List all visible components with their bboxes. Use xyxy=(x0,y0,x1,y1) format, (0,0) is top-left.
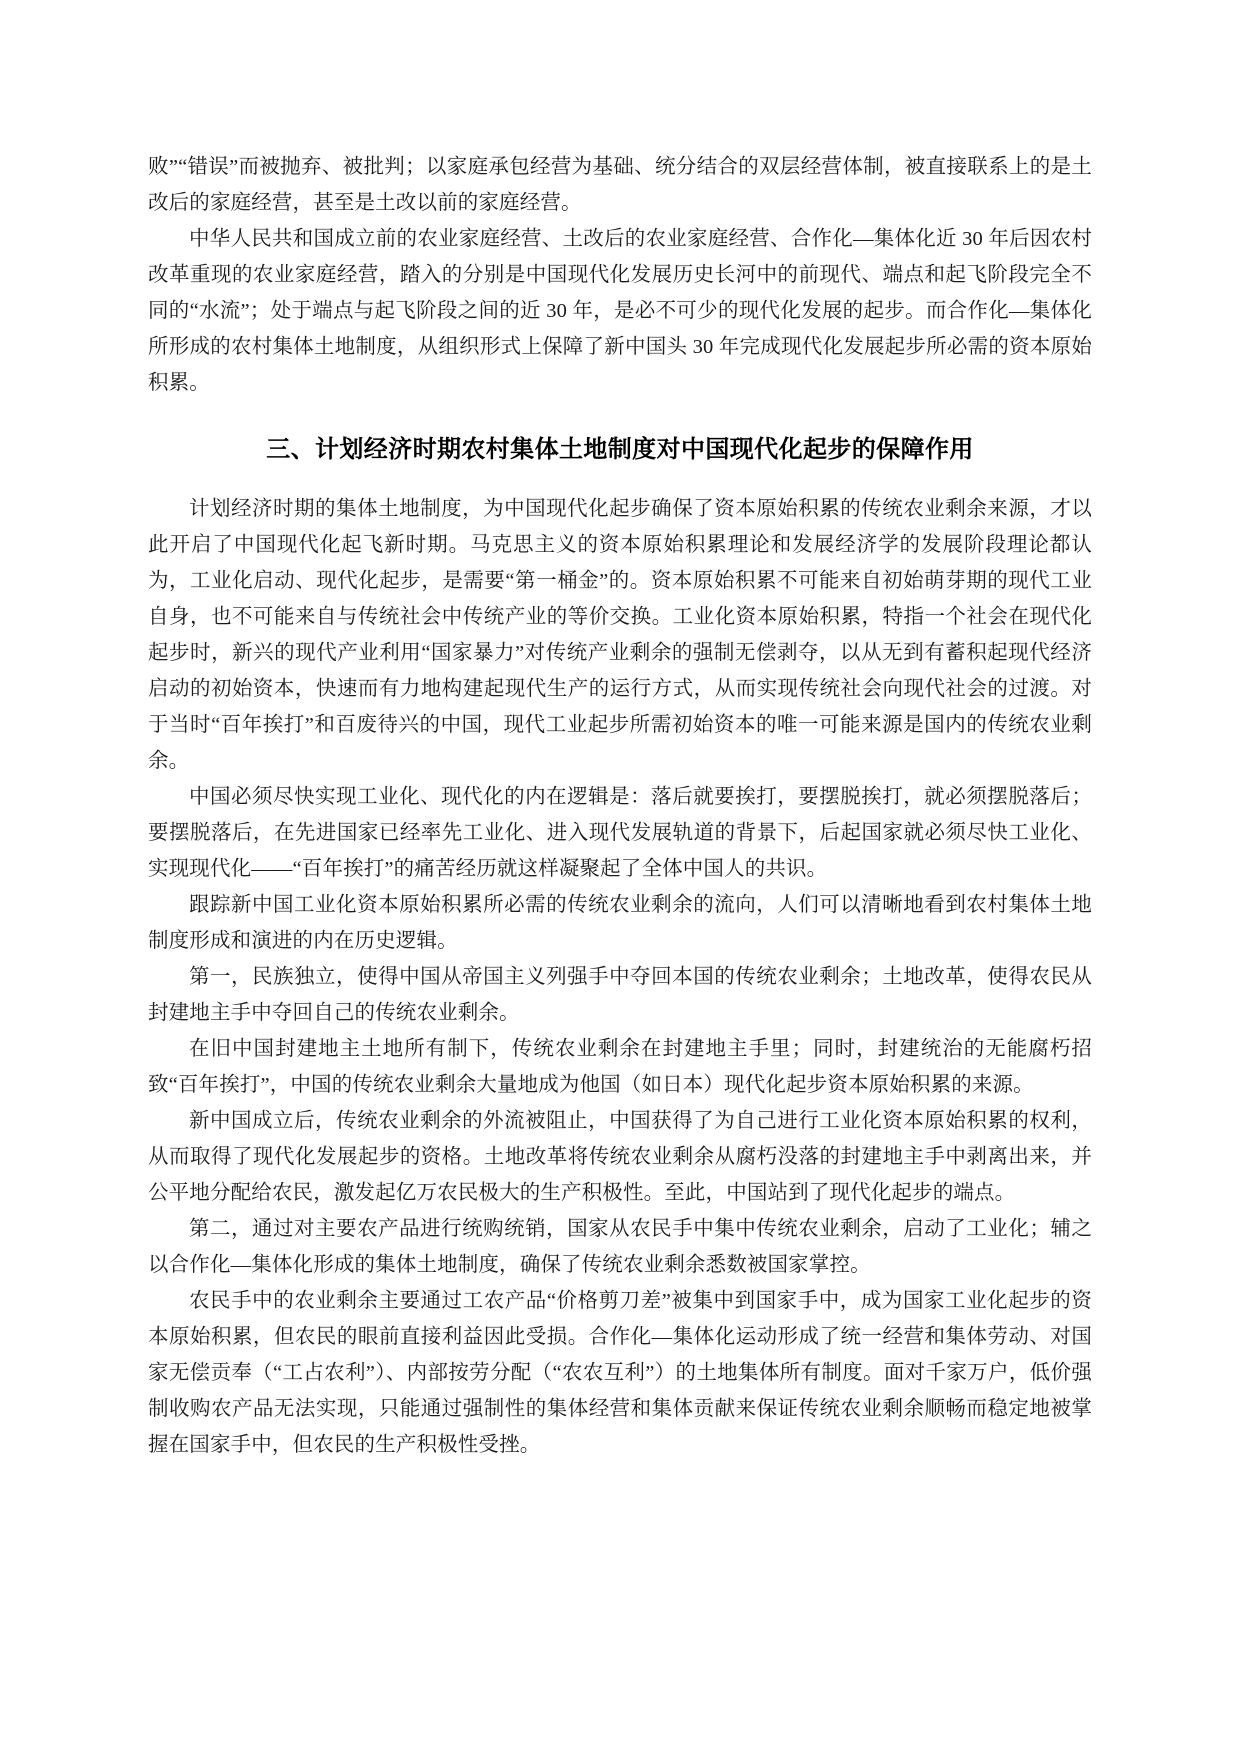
paragraph-industrialization-logic: 中国必须尽快实现工业化、现代化的内在逻辑是：落后就要挨打，要摆脱挨打，就必须摆脱落后；要摆脱落后，在先进国家已经率先工业化、进入现代发展轨道的背景下，后起国家就必须尽快工业化、实现现代化——“百年挨打”的痛苦经历就这样凝聚起了全体中国人的共识。 xyxy=(148,786,1092,880)
paragraph-tracking-agricultural-surplus: 跟踪新中国工业化资本原始积累所必需的传统农业剩余的流向，人们可以清晰地看到农村集体土地制度形成和演进的内在历史逻辑。 xyxy=(148,894,1092,952)
paragraph-continued: 败”“错误”而被抛弃、被批判；以家庭承包经营为基础、统分结合的双层经营体制，被直接联系上的是土改后的家庭经营，甚至是土改以前的家庭经营。 xyxy=(148,156,1092,214)
page-text-column xyxy=(148,149,1092,1463)
heading-spacer-bottom xyxy=(148,468,1092,491)
paragraph-point-two-unified-purchase: 第二，通过对主要农产品进行统购统销，国家从农民手中集中传统农业剩余，启动了工业化；辅之以合作化—集体化形成的集体土地制度，确保了传统农业剩余悉数被国家掌控。 xyxy=(148,1218,1092,1276)
paragraph-point-one-national-independence: 第一，民族独立，使得中国从帝国主义列强手中夺回本国的传统农业剩余；土地改革，使得农民从封建地主手中夺回自己的传统农业剩余。 xyxy=(148,966,1092,1024)
paragraph-new-china-founding: 新中国成立后，传统农业剩余的外流被阻止，中国获得了为自己进行工业化资本原始积累的权利，从而取得了现代化发展起步的资格。土地改革将传统农业剩余从腐朽没落的封建地主手中剥离出来，并公平地分配给农民，激发起亿万农民极大的生产积极性。至此，中国站到了现代化起步的端点。 xyxy=(148,1110,1092,1204)
paragraph-old-china-landlord-system: 在旧中国封建地主土地所有制下，传统农业剩余在封建地主手里；同时，封建统治的无能腐朽招致“百年挨打”，中国的传统农业剩余大量地成为他国（如日本）现代化起步资本原始积累的来源。 xyxy=(148,1038,1092,1096)
paragraph-planned-economy-land-system: 计划经济时期的集体土地制度，为中国现代化起步确保了资本原始积累的传统农业剩余来源，才以此开启了中国现代化起飞新时期。马克思主义的资本原始积累理论和发展经济学的发展阶段理论都认为，工业化启动、现代化起步，是需要“第一桶金”的。资本原始积累不可能来自初始萌芽期的现代工业自身，也不可能来自与传统社会中传统产业的等价交换。工业化资本原始积累，特指一个社会在现代化起步时，新兴的现代产业利用“国家暴力”对传统产业剩余的强制无偿剥夺，以从无到有蓄积起现代经济启动的初始资本，快速而有力地构建起现代生产的运行方式，从而实现传统社会向现代社会的过渡。对于当时“百年挨打”和百废待兴的中国，现代工业起步所需初始资本的唯一可能来源是国内的传统农业剩余。 xyxy=(148,498,1092,772)
heading-spacer-top xyxy=(148,401,1092,432)
section-heading-three: 三、计划经济时期农村集体土地制度对中国现代化起步的保障作用 xyxy=(266,436,974,463)
paragraph-price-scissors-collectivization: 农民手中的农业剩余主要通过工农产品“价格剪刀差”被集中到国家手中，成为国家工业化起步的资本原始积累，但农民的眼前直接利益因此受损。合作化—集体化运动形成了统一经营和集体劳动、对国家无偿贡奉（“工占农利”）、内部按劳分配（“农农互利”）的土地集体所有制度。面对千家万户，低价强制收购农产品无法实现，只能通过强制性的集体经营和集体贡献来保证传统农业剩余顺畅而稳定地被掌握在国家手中，但农民的生产积极性受挫。 xyxy=(148,1290,1092,1456)
paragraph-prc-family-management: 中华人民共和国成立前的农业家庭经营、土改后的农业家庭经营、合作化—集体化近 30 年后因农村改革重现的农业家庭经营，踏入的分别是中国现代化发展历史长河中的前现代、端点和起飞阶段完全不同的“水流”；处于端点与起飞阶段之间的近 30 年，是必不可少的现代化发展的起步。而合作化—集体化所形成的农村集体土地制度，从组织形式上保障了新中国头 30 年完成现代化发展起步所必需的资本原始积累。 xyxy=(148,228,1092,394)
